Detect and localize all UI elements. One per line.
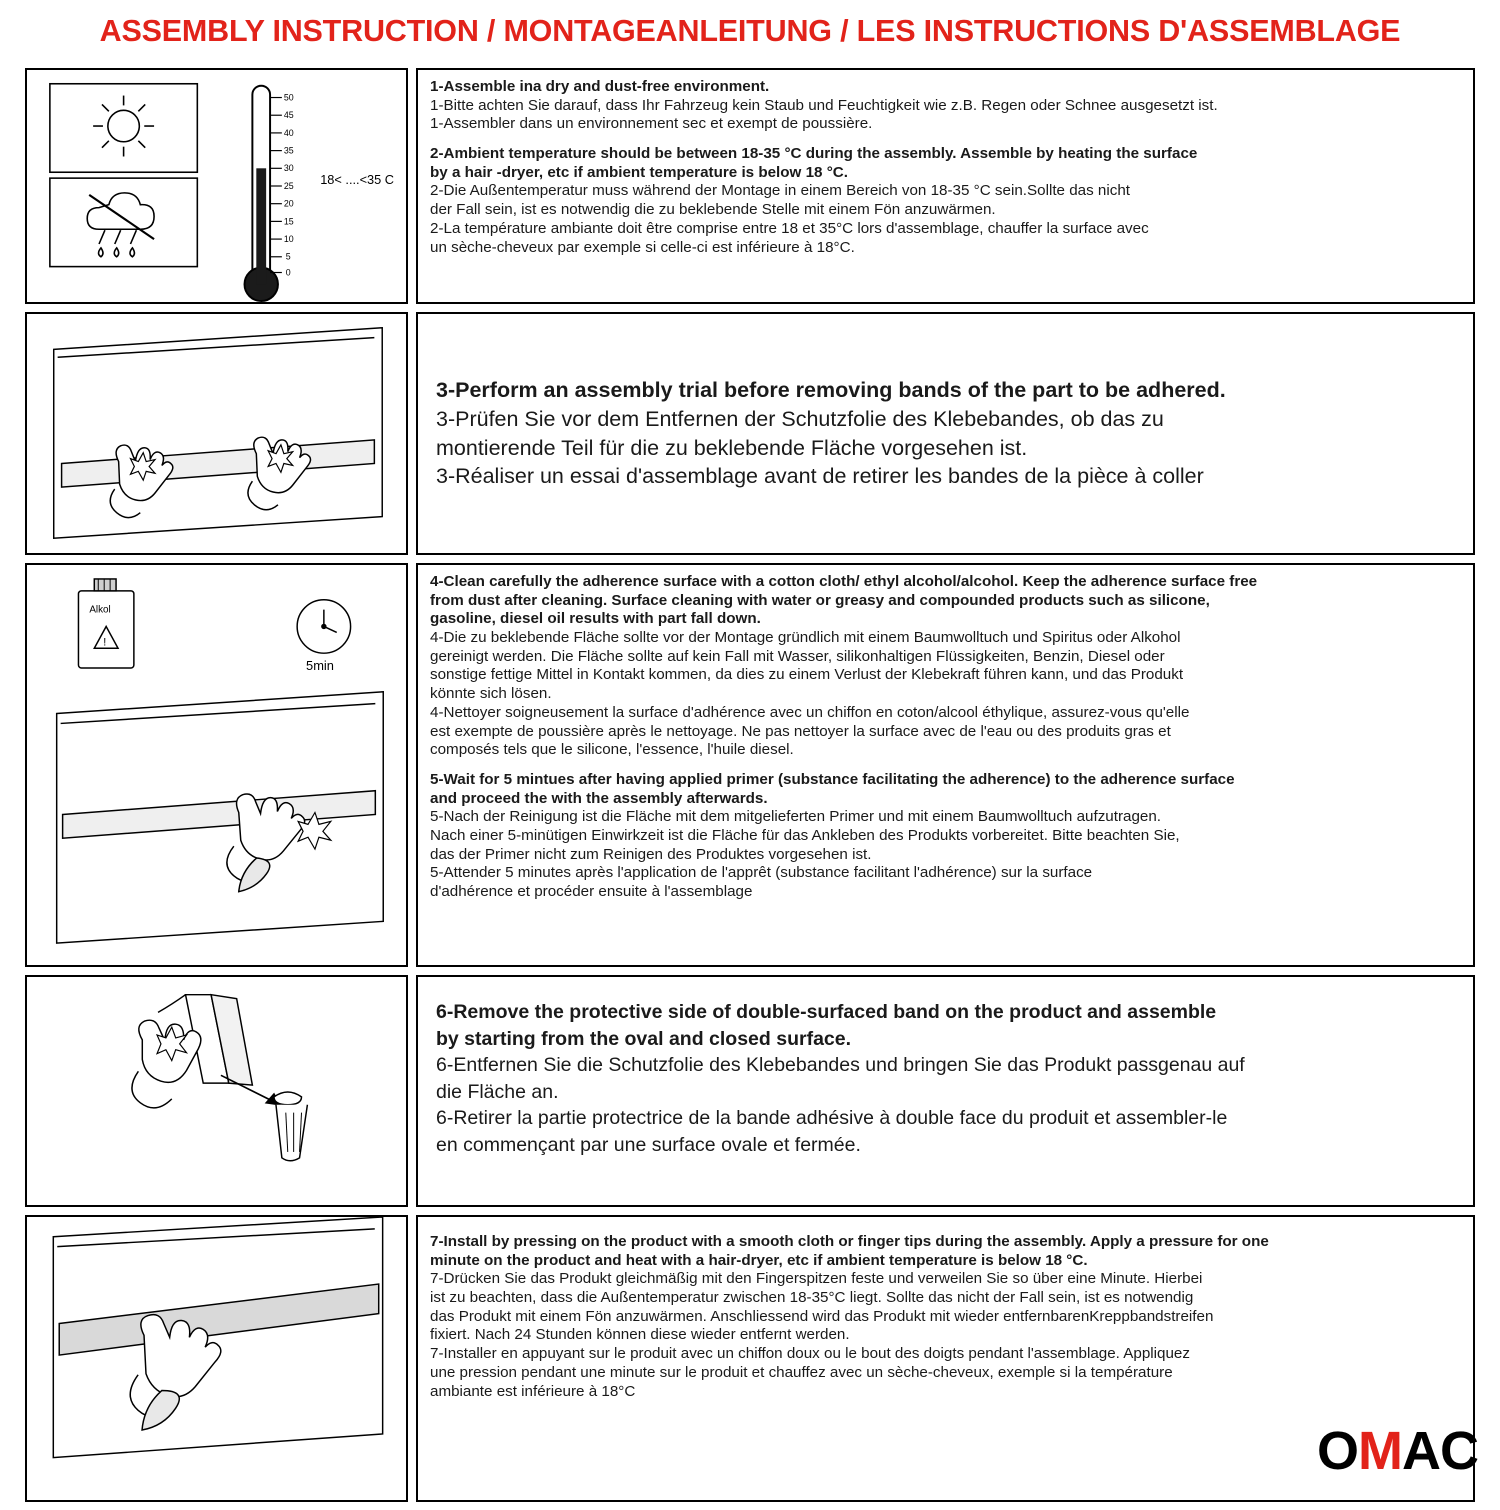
svg-text:30: 30 [283, 163, 294, 174]
svg-text:35: 35 [283, 145, 294, 156]
step-line: 2-La température ambiante doit être comprise entre 18 et 35°C lors d'assemblage, chauffer la surface avec [430, 219, 1149, 237]
bottle-label: Alkol [89, 604, 111, 616]
step-line: 4-Nettoyer soigneusement la surface d'adhérence avec un chiffon en coton/alcool éthylique, assurez-vous qu'elle [430, 703, 1190, 721]
step-line: 3-Perform an assembly trial before removing bands of the part to be adhered. [436, 378, 1226, 403]
page-title: ASSEMBLY INSTRUCTION / MONTAGEANLEITUNG / LES INSTRUCTIONS D'ASSEMBLAGE [99, 14, 1401, 48]
instruction-row-4 [25, 975, 1475, 1207]
step-line: by starting from the oval and closed surface. [436, 1027, 852, 1050]
svg-text:20: 20 [283, 198, 294, 209]
step-line: fixiert. Nach 24 Stunden können diese wieder entfernt werden. [430, 1326, 850, 1344]
svg-text:40: 40 [283, 127, 294, 138]
step-line: 4-Clean carefully the adherence surface with a cotton cloth/ ethyl alcohol/alcohol. Keep the adherence surface free [430, 573, 1258, 590]
step-line: 1-Assembler dans un environnement sec et exempt de poussière. [430, 115, 873, 133]
step-line: der Fall sein, ist es notwendig die zu beklebende Stelle mit einem Fön anzuwärmen. [430, 201, 996, 219]
step-6-text [416, 975, 1475, 1207]
step-line: die Fläche an. [436, 1080, 559, 1103]
step-line: 1-Assemble ina dry and dust-free environment. [430, 78, 770, 95]
step-line: das Produkt mit einem Fön anzuwärmen. Anschliessend wird das Produkt mit wieder entfernbarenKreppbandstreifen [430, 1307, 1214, 1325]
step-line: 7-Drücken Sie das Produkt gleichmäßig mit den Fingerspitzen feste und verweilen Sie so über eine Minute. Hierbei [430, 1270, 1203, 1288]
alcohol-cleaning-clock-diagram [27, 565, 406, 965]
instruction-row-2 [25, 312, 1475, 555]
step-line: 7-Install by pressing on the product with a smooth cloth or finger tips during the assembly. Apply a pressure for one [430, 1233, 1269, 1250]
step-line: montierende Teil für die zu beklebende Fläche vorgesehen ist. [436, 435, 1028, 460]
omac-logo [1317, 1420, 1478, 1482]
assembly-trial-hands-on-trim-diagram [27, 314, 406, 553]
step-line: 5-Nach der Reinigung ist die Fläche mit dem mitgelieferten Primer und mit einem Baumwolltuch aufzutragen. [430, 808, 1162, 826]
step-7-illustration [25, 1215, 408, 1502]
step-line: das der Primer nicht zum Reinigen des Produktes vorgesehen ist. [430, 845, 872, 863]
svg-text:5: 5 [285, 251, 291, 262]
step-line: 2-Die Außentemperatur muss während der Montage in einem Bereich von 18-35 °C sein.Sollte das nicht [430, 182, 1131, 200]
step-line: from dust after cleaning. Surface cleaning with water or greasy and compounded products such as silicone, [430, 591, 1210, 609]
step-4-5-text [416, 563, 1475, 967]
step-line: ambiante est inférieure à 18°C [430, 1382, 636, 1400]
step-line: un sèche-cheveux par exemple si celle-ci est inférieure à 18°C. [430, 238, 855, 256]
logo-text-ac: AC [1402, 1421, 1478, 1481]
step-1-2-illustration [25, 68, 408, 304]
step-line: gereinigt werden. Die Fläche sollte auf kein Fall mit Wasser, silikonhaltigen Flüssigkeiten, Benzin, Diesel oder [430, 647, 1165, 665]
step-line: and proceed the with the assembly afterwards. [430, 789, 768, 807]
svg-text:45: 45 [283, 110, 294, 121]
logo-text-o: O [1317, 1421, 1359, 1481]
svg-text:15: 15 [283, 216, 294, 227]
temperature-range-label: 18< ....<35 C [320, 172, 395, 188]
instruction-grid [25, 68, 1475, 1510]
step-line: by a hair -dryer, etc if ambient temperature is below 18 °C. [430, 163, 848, 181]
step-line: gasoline, diesel oil results with part fall down. [430, 610, 761, 628]
step-line: minute on the product and heat with a hair-dryer, etc if ambient temperature is below 18 °C. [430, 1251, 1088, 1269]
step-line: 2-Ambient temperature should be between 18-35 °C during the assembly. Assemble by heating the surface [430, 145, 1198, 163]
step-line: en commençant par une surface ovale et fermée. [436, 1133, 861, 1156]
step-line: 6-Remove the protective side of double-surfaced band on the product and assemble [436, 1001, 1217, 1023]
step-line: est exempte de poussière après le nettoyage. Ne pas nettoyer la surface avec de l'eau ou des produits gras et [430, 722, 1171, 740]
step-line: 1-Bitte achten Sie darauf, dass Ihr Fahrzeug kein Staub und Feuchtigkeit wie z.B. Regen oder Schnee ausgesetzt ist. [430, 96, 1218, 114]
step-line: 3-Réaliser un essai d'assemblage avant de retirer les bandes de la pièce à coller [436, 464, 1204, 489]
step-line: 5-Attender 5 minutes après l'application de l'apprêt (substance facilitant l'adhérence) sur la surface [430, 864, 1093, 882]
press-product-with-hand-diagram [27, 1217, 406, 1500]
step-line: composés tels que le silicone, l'essence, l'huile diesel. [430, 741, 794, 759]
step-line: d'adhérence et procéder ensuite à l'assemblage [430, 883, 753, 900]
svg-text:0: 0 [285, 267, 291, 278]
instruction-row-5 [25, 1215, 1475, 1502]
step-line: 5-Wait for 5 mintues after having applied primer (substance facilitating the adherence) to the adherence surface [430, 770, 1235, 788]
step-line: une pression pendant une minute sur le produit et chauffez avec un sèche-cheveux, exemple si la température [430, 1363, 1173, 1381]
logo-text-m: M [1358, 1421, 1402, 1481]
step-line: Nach einer 5-minütigen Einwirkzeit ist die Fläche für das Ankleben des Produkts vorbereitet. Bitte beachten Sie, [430, 826, 1180, 844]
step-line: 3-Prüfen Sie vor dem Entfernen der Schutzfolie des Klebebandes, ob das zu [436, 406, 1164, 431]
step-line: könnte sich lösen. [430, 685, 552, 703]
clock-label: 5min [306, 658, 334, 674]
step-line: 4-Die zu beklebende Fläche sollte vor der Montage gründlich mit einem Baumwolltuch und Spiritus oder Alkohol [430, 629, 1181, 647]
step-line: sonstige fettige Mittel in Kontakt kommen, da dies zu einem Verlust der Klebekraft führen kann, und das Produkt [430, 666, 1184, 684]
instruction-row-1 [25, 68, 1475, 304]
step-line: 6-Entfernen Sie die Schutzfolie des Klebebandes und bringen Sie das Produkt passgenau auf [436, 1054, 1245, 1077]
step-1-2-text [416, 68, 1475, 304]
svg-text:25: 25 [283, 180, 294, 191]
dry-environment-temperature-diagram [27, 70, 406, 302]
svg-text:50: 50 [283, 92, 294, 103]
svg-text:10: 10 [283, 234, 294, 245]
step-4-5-illustration [25, 563, 408, 967]
step-6-illustration [25, 975, 408, 1207]
step-3-illustration [25, 312, 408, 555]
step-line: ist zu beachten, dass die Außentemperatur zwischen 18-35°C liegt. Sollte das nicht der Fall sein, ist es notwendig [430, 1289, 1194, 1307]
step-line: 6-Retirer la partie protectrice de la bande adhésive à double face du produit et assembler-le [436, 1107, 1228, 1130]
remove-protective-film-trash-diagram [27, 977, 406, 1205]
step-line: 7-Installer en appuyant sur le produit avec un chiffon doux ou le bout des doigts pendant l'assemblage. Appliquez [430, 1345, 1190, 1363]
instruction-row-3 [25, 563, 1475, 967]
step-3-text [416, 312, 1475, 555]
svg-text:!: ! [103, 636, 107, 649]
